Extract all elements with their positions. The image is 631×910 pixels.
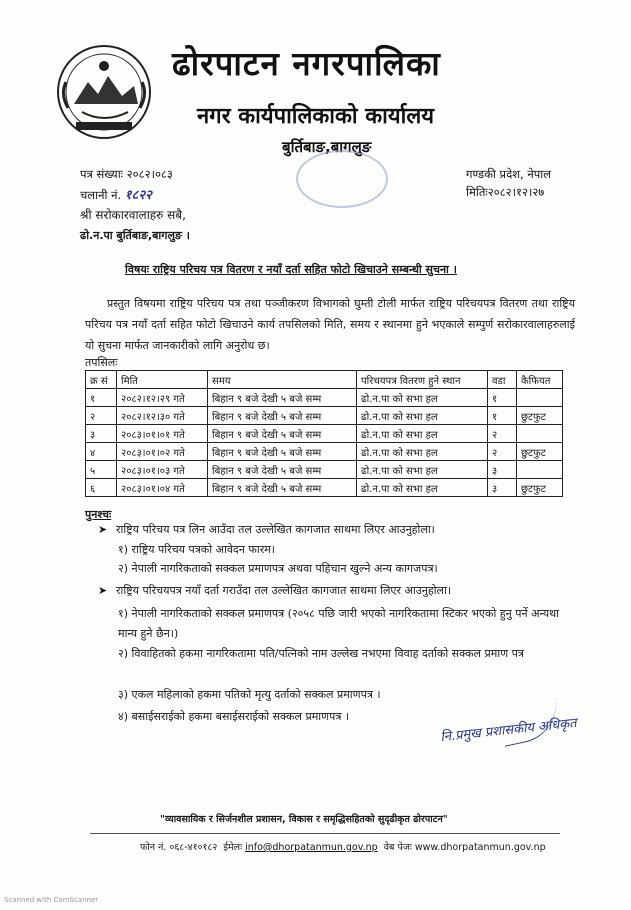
arrow-bullet-icon: ➤ [98, 584, 108, 597]
body-paragraph: प्रस्तुत विषयमा राष्ट्रिय परिचय पत्र तथा पञ्जीकरण विभागको घुम्ती टोली मार्फत राष्ट्रिय परिचयपत्र वितरण तथा राष्ट्रिय परिचय पत्र नयाँ दर्ता सहित फोटो खिचाउने कार्य तपसिलको मिति, समय र स्थानमा हुने भएकाले सम्पुर्ण सरोकारवालाहरुलाई यो सुचना मार्फत जानकारीको लागि अनुरोध छ। [85, 297, 575, 352]
page-title: ढोरपाटन नगरपालिका [172, 44, 441, 83]
table-cell: बिहान ९ बजे देखी ५ बजे सम्म [208, 425, 357, 443]
col-header: मिति [117, 371, 208, 389]
col-header: वडा [488, 371, 517, 389]
tapsil-label: तपसिलः [85, 356, 118, 369]
table-cell: छुटफुट [517, 407, 563, 425]
table-cell: ढो.न.पा को सभा हल [357, 389, 488, 407]
table-cell [517, 389, 563, 407]
officer-signature: नि.प्रमुख प्रशासकीय अधिकृत [439, 715, 578, 746]
table-cell: २०८३।०१।०३ गते [117, 461, 208, 479]
table-cell: १ [488, 407, 517, 425]
table-cell: छुटफुट [517, 479, 563, 497]
footer-divider [90, 833, 560, 834]
table-cell: छुटफुट [517, 443, 563, 461]
table-cell: २०८३।०१।०१ गते [117, 425, 208, 443]
motto: "व्यावसायिक र सिर्जनशील प्रशासन, विकास र समृद्धिसहितको सुदृढीकृत ढोरपाटन" [160, 814, 448, 825]
table-cell: बिहान ९ बजे देखी ५ बजे सम्म [208, 479, 357, 497]
table-cell: ३ [488, 479, 517, 497]
table-row [86, 425, 563, 443]
table-cell: २०८२।१२।२९ गते [117, 389, 208, 407]
table-cell: ढो.न.पा को सभा हल [357, 461, 488, 479]
col-header: समय [208, 371, 357, 389]
table-row [86, 479, 563, 497]
office-name: नगर कार्यपालिकाको कार्यालय [197, 104, 434, 129]
salutation: श्री सरोकारवालाहरु सबै, [80, 208, 186, 222]
table-cell: ढो.न.पा को सभा हल [357, 479, 488, 497]
chalani-number: चलानी नं. १८२२ [80, 188, 152, 203]
arrow-bullet-icon: ➤ [98, 523, 108, 536]
table-cell: ढो.न.पा को सभा हल [357, 407, 488, 425]
table-cell: १ [488, 389, 517, 407]
table-row [86, 443, 563, 461]
list-item: १) राष्ट्रिय परिचय पत्रको आवेदन फारम। [118, 543, 275, 556]
table-cell: ढो.न.पा को सभा हल [357, 443, 488, 461]
table-cell: २०८३।०१।०४ गते [117, 479, 208, 497]
footer-email-link[interactable]: info@dhorpatanmun.gov.np [245, 842, 378, 853]
table-cell: बिहान ९ बजे देखी ५ बजे सम्म [208, 407, 357, 425]
province-label: गण्डकी प्रदेश, नेपाल [466, 167, 552, 181]
col-header: परिचयपत्र वितरण हुने स्थान [357, 371, 488, 389]
table-row [86, 389, 563, 407]
table-cell: २ [86, 407, 117, 425]
table-cell: बिहान ९ बजे देखी ५ बजे सम्म [208, 389, 357, 407]
list-item: २) नेपाली नागरिकताको सक्कल प्रमाणपत्र अथवा पहिचान खुल्ने अन्य कागजपत्र। [118, 562, 438, 575]
table-cell: २ [488, 425, 517, 443]
table-cell: ५ [86, 461, 117, 479]
recipient-address: ढो.न.पा बुर्तिबाङ,बागलुङ । [80, 229, 190, 242]
col-header: कैफियत [517, 371, 563, 389]
table-cell: ३ [488, 461, 517, 479]
table-cell: बिहान ९ बजे देखी ५ बजे सम्म [208, 461, 357, 479]
table-row [86, 461, 563, 479]
list-item: २) विवाहितको हकमा नागरिकतामा पति/पत्निको नाम उल्लेख नभएमा विवाह दर्ताको सक्कल प्रमाण पत्र [118, 647, 524, 660]
document-date: मितिः२०८२।१२।२७ [466, 185, 545, 199]
footer-phone: फोन नं. ०६८-४१०१८२ [140, 842, 218, 853]
subject-line: विषयः राष्ट्रिय परिचय पत्र वितरण र नयाँ दर्ता सहित फोटो खिचाउने सम्बन्धी सुचना । [125, 263, 457, 276]
table-cell: ३ [86, 425, 117, 443]
table-cell: बिहान ९ बजे देखी ५ बजे सम्म [208, 443, 357, 461]
list-item: १) नेपाली नागरिकताको सक्कल प्रमाणपत्र (२०५८ पछि जारी भएको नागरिकतामा स्टिकर भएको हुनु पर्ने अन्यथा मान्य हुने छैन।) [118, 607, 560, 640]
table-cell [517, 461, 563, 479]
footer-web[interactable]: www.dhorpatanmun.gov.np [414, 842, 546, 853]
table-cell: ४ [86, 443, 117, 461]
table-cell [517, 425, 563, 443]
municipality-emblem-icon [52, 42, 156, 144]
patra-sankhya: पत्र संख्याः २०८२।०८३ [80, 167, 173, 181]
office-location: बुर्तिबाङ,बागलुङ [282, 138, 372, 156]
requirement-section-1: ➤ राष्ट्रिय परिचय पत्र लिन आउँदा तल उल्लेखित कागजात साथमा लिएर आउनुहोला। [98, 521, 568, 539]
table-row [86, 407, 563, 425]
table-cell: १ [86, 389, 117, 407]
schedule-table [85, 370, 563, 497]
table-cell: २ [488, 443, 517, 461]
table-cell: २०८२।१२।३० गते [117, 407, 208, 425]
table-header-row [86, 371, 563, 389]
office-stamp [296, 150, 388, 208]
footer-contact: फोन नं. ०६८-४१०१८२ ईमेलः info@dhorpatanmun.gov.np वेब पेजः www.dhorpatanmun.gov.np [140, 842, 546, 853]
scanner-watermark: Scanned with CamScanner [4, 896, 99, 904]
col-header: क्र सं [86, 371, 117, 389]
table-cell: २०८३।०१।०२ गते [117, 443, 208, 461]
punashcha-label: पुनश्चः [85, 508, 112, 521]
list-item: ४) बसाईसराईको हकमा बसाईसराईको सक्कल प्रमाणपत्र । [118, 710, 350, 723]
table-cell: ढो.न.पा को सभा हल [357, 425, 488, 443]
requirement-section-2: ➤ राष्ट्रिय परिचयपत्र नयाँ दर्ता गराउँदा तल उल्लेखित कागजात साथमा लिएर आउनुहोला। [98, 582, 568, 600]
list-item: ३) एकल महिलाको हकमा पतिको मृत्यु दर्ताको सक्कल प्रमाणपत्र । [118, 688, 381, 701]
table-cell: ६ [86, 479, 117, 497]
